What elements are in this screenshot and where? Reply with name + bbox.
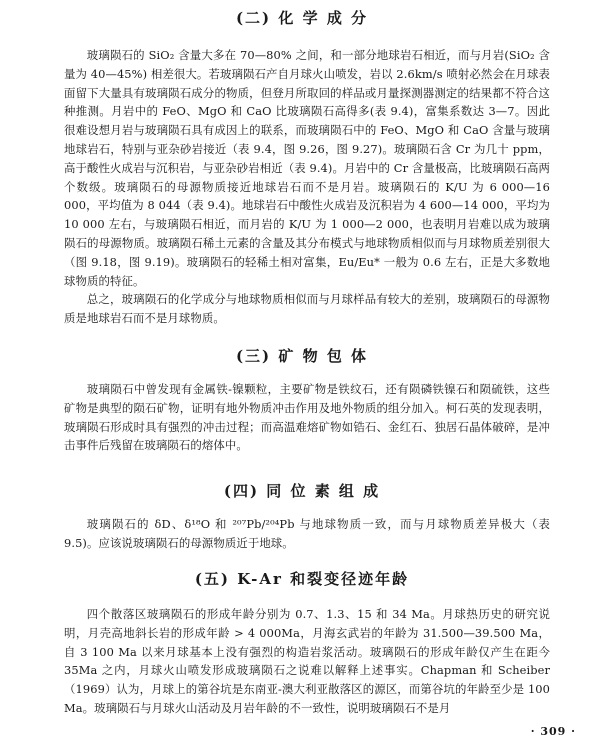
paragraph: 玻璃陨石的 SiO₂ 含量大多在 70—80% 之间，和一部分地球岩石相近，而与月岩(SiO₂ 含量为 40—45%) 相差很大。若玻璃陨石产自月球火山喷发，岩以 2.6km/s 喷射必然会在月球表面留下大量具有玻璃陨石成分的物质，但登月所取回的样品或月量探测器测定的结果都不符合这种推测。月岩中的 FeO、MgO 和 CaO 比玻璃陨石高得多(表 9.4)，富集系数达 3—7。因此很难设想月岩与玻璃陨石具有成因上的联系，而玻璃陨石中的 FeO、MgO 和 CaO 含量与玻璃地球岩石，特别与亚杂砂岩接近（表 9.4，图 9.26，图 9.27)。玻璃陨石含 Cr 为几十 ppm，高于酸性火成岩与沉积岩，与亚杂砂岩相近（表 9.4)。月岩中的 Cr 含量极高，比玻璃陨石高两个数级。玻璃陨石的母源物质接近地球岩石而不是月岩。玻璃陨石的 K/U 为 6 000—16 000，平均值为 8 044（表 9.4)。地球岩石中酸性火成岩及沉积岩为 4 600—14 000，平均为 10 000 左右，与玻璃陨石相近，而月岩的 K/U 为 1 000—2 000，也表明月岩难以成为玻璃陨石的母源物质。玻璃陨石稀土元素的含量及其分布模式与地球物质相似而与月球物质差别很大（图 9.18，图 9.19)。玻璃陨石的轻稀土相对富集，Eu/Eu* 一般为 0.6 左右，正是大多数地球物质的特征。: [64, 48, 550, 288]
section-body-chemical-composition: [64, 46, 550, 328]
page-number: · 309 ·: [530, 725, 576, 738]
section-title-mineral-inclusions: (三) 矿 物 包 体: [235, 347, 369, 365]
paragraph: 玻璃陨石的 δD、δ¹⁸O 和 ²⁰⁷Pb/²⁰⁴Pb 与地球物质一致，而与月球物质差异极大（表 9.5)。应该说玻璃陨石的母源物质近于地球。: [64, 517, 550, 550]
paragraph: 玻璃陨石中曾发现有金属铁-镍颗粒，主要矿物是铁纹石，还有陨磷铁镍石和陨硫铁，这些矿物是典型的陨石矿物，证明有地外物质冲击作用及地外物质的组分加入。柯石英的发现表明，玻璃陨石形成时具有强烈的冲击过程；而高温难熔矿物如锆石、金红石、独居石晶体破碎，是冲击事件后残留在玻璃陨石的熔体中。: [64, 382, 550, 453]
paragraph: 总之，玻璃陨石的化学成分与地球物质相似而与月球样品有较大的差别，玻璃陨石的母源物质是地球岩石而不是月球物质。: [64, 292, 550, 326]
section-title-isotope-composition: (四) 同 位 素 组 成: [223, 482, 381, 500]
section-body-isotope-composition: [64, 515, 550, 553]
section-body-kar-fission-track-ages: [64, 605, 550, 718]
paragraph: 四个散落区玻璃陨石的形成年龄分别为 0.7、1.3、15 和 34 Ma。月球热历史的研究说明，月壳高地斜长岩的形成年龄 > 4 000Ma，月海玄武岩的年龄为 31.500—39.500 Ma，自 3 100 Ma 以来月球基本上没有强烈的构造岩浆活动。玻璃陨石的形成年龄仅产生在距今 35Ma 之内，月球火山喷发形成玻璃陨石之说难以解释上述事实。Chapman 和 Scheiber（1969）认为，月球上的第谷坑是东南亚-澳大利亚散落区的源区，而第谷坑的年龄至少是 100 Ma。玻璃陨石与月球火山活动及月岩年龄的不一致性，说明玻璃陨石不是月: [64, 607, 550, 715]
section-title-kar-fission-track-ages: (五) K-Ar 和裂变径迹年龄: [194, 570, 410, 588]
section-title-chemical-composition: (二) 化 学 成 分: [235, 9, 369, 27]
section-body-mineral-inclusions: [64, 380, 550, 455]
